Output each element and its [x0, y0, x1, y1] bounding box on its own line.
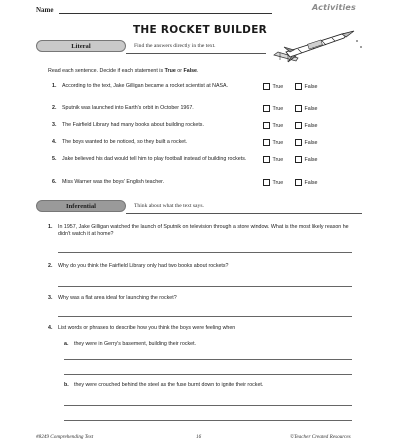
- item-6-true-choice[interactable]: [263, 179, 283, 186]
- true-label: True: [272, 105, 284, 112]
- answer-line[interactable]: [58, 286, 352, 287]
- literal-item-5: [52, 156, 262, 163]
- item-number: 1.: [48, 224, 53, 230]
- subitem-letter: a.: [64, 341, 69, 347]
- literal-directions: [48, 68, 198, 74]
- true-checkbox[interactable]: [263, 156, 270, 163]
- literal-header-rule: [126, 53, 266, 54]
- item-number: 2.: [52, 105, 57, 111]
- name-row: [36, 4, 272, 14]
- item-3-false-choice[interactable]: [295, 122, 317, 129]
- item-number: 5.: [52, 156, 57, 162]
- inferential-item-4: [48, 325, 358, 332]
- item-3-true-choice[interactable]: [263, 122, 283, 129]
- item-1-false-choice[interactable]: [295, 83, 317, 90]
- directions-or: or: [175, 68, 184, 74]
- true-label: True: [272, 139, 284, 146]
- literal-section-header: [36, 40, 216, 52]
- directions-true: True: [164, 68, 176, 74]
- true-label: True: [272, 179, 284, 186]
- false-label: False: [304, 105, 318, 112]
- item-number: 3.: [52, 122, 57, 128]
- item-text: According to the text, Jake Gilligan became a rocket scientist at NASA.: [62, 83, 229, 89]
- true-checkbox[interactable]: [263, 122, 270, 129]
- false-label: False: [304, 156, 318, 163]
- false-checkbox[interactable]: [295, 179, 302, 186]
- footer-left: #8249 Comprehending Text: [36, 434, 94, 440]
- item-number: 1.: [52, 83, 57, 89]
- true-checkbox[interactable]: [263, 83, 270, 90]
- literal-instruction: Find the answers directly in the text.: [134, 43, 216, 49]
- false-label: False: [304, 122, 318, 129]
- page-number: 16: [196, 434, 202, 440]
- subitem-text: they were crouched behind the steel as the fuse burnt down to ignite their rocket.: [74, 382, 264, 388]
- directions-false: False: [183, 68, 197, 74]
- answer-line[interactable]: [64, 405, 352, 406]
- true-label: True: [272, 156, 284, 163]
- item-text: In 1957, Jake Gilligan watched the launch of Sputnik on television through a store window. What is the most likely reason he didn't watch it at home?: [58, 224, 349, 237]
- false-label: False: [304, 83, 318, 90]
- false-checkbox[interactable]: [295, 156, 302, 163]
- item-text: Why was a flat area ideal for launching the rocket?: [58, 295, 177, 301]
- true-checkbox[interactable]: [263, 179, 270, 186]
- false-label: False: [304, 139, 318, 146]
- answer-line[interactable]: [64, 359, 352, 360]
- false-label: False: [304, 179, 318, 186]
- false-checkbox[interactable]: [295, 83, 302, 90]
- rocket-illustration-icon: [268, 25, 368, 65]
- item-number: 6.: [52, 179, 57, 185]
- inferential-label: Inferential: [66, 202, 96, 210]
- answer-line[interactable]: [58, 316, 352, 317]
- item-number: 2.: [48, 263, 53, 269]
- item-text: Sputnik was launched into Earth's orbit in October 1967.: [62, 105, 194, 111]
- name-field[interactable]: [59, 7, 272, 14]
- item-1-true-choice[interactable]: [263, 83, 283, 90]
- literal-pill: [36, 40, 126, 52]
- directions-end: .: [197, 68, 199, 74]
- inferential-item-1: [48, 224, 358, 238]
- item-text: The boys wanted to be noticed, so they built a rocket.: [62, 139, 188, 145]
- inferential-section-header: [36, 200, 204, 212]
- inferential-subitem-a: [64, 341, 354, 348]
- false-checkbox[interactable]: [295, 139, 302, 146]
- item-5-true-choice[interactable]: [263, 156, 283, 163]
- directions-text: Read each sentence. Decide if each statement is: [48, 68, 165, 74]
- answer-line[interactable]: [64, 420, 352, 421]
- item-number: 4.: [52, 139, 57, 145]
- item-text: List words or phrases to describe how you think the boys were feeling when: [58, 325, 236, 331]
- subitem-text: they were in Gerry's basement, building their rocket.: [74, 341, 197, 347]
- inferential-subitem-b: [64, 382, 354, 389]
- inferential-header-rule: [126, 213, 362, 214]
- item-number: 4.: [48, 325, 53, 331]
- literal-item-1: [52, 83, 262, 90]
- page-title: THE ROCKET BUILDER: [132, 24, 268, 36]
- item-4-false-choice[interactable]: [295, 139, 317, 146]
- item-text: Miss Warner was the boys' English teacher.: [62, 179, 165, 185]
- literal-item-6: [52, 179, 262, 186]
- item-5-false-choice[interactable]: [295, 156, 317, 163]
- inferential-instruction: Think about what the text says.: [134, 203, 204, 209]
- item-2-false-choice[interactable]: [295, 105, 317, 112]
- item-2-true-choice[interactable]: [263, 105, 283, 112]
- footer-right: ©Teacher Created Resources: [290, 434, 351, 440]
- true-checkbox[interactable]: [263, 139, 270, 146]
- true-label: True: [272, 122, 284, 129]
- inferential-pill: [36, 200, 126, 212]
- literal-label: Literal: [71, 42, 91, 50]
- name-label: Name: [36, 6, 54, 14]
- activities-label: Activities: [312, 3, 356, 12]
- false-checkbox[interactable]: [295, 122, 302, 129]
- literal-item-2: [52, 105, 262, 112]
- item-number: 3.: [48, 295, 53, 301]
- literal-item-4: [52, 139, 262, 146]
- item-6-false-choice[interactable]: [295, 179, 317, 186]
- inferential-item-2: [48, 263, 358, 270]
- item-4-true-choice[interactable]: [263, 139, 283, 146]
- true-checkbox[interactable]: [263, 105, 270, 112]
- true-label: True: [272, 83, 284, 90]
- false-checkbox[interactable]: [295, 105, 302, 112]
- answer-line[interactable]: [58, 252, 352, 253]
- subitem-letter: b.: [64, 382, 69, 388]
- item-text: Jake believed his dad would tell him to play football instead of building rockets.: [62, 156, 247, 162]
- inferential-item-3: [48, 295, 358, 302]
- item-text: Why do you think the Fairfield Library only had two books about rockets?: [58, 263, 229, 269]
- answer-line[interactable]: [64, 374, 352, 375]
- item-text: The Fairfield Library had many books about building rockets.: [62, 122, 204, 128]
- literal-item-3: [52, 122, 262, 129]
